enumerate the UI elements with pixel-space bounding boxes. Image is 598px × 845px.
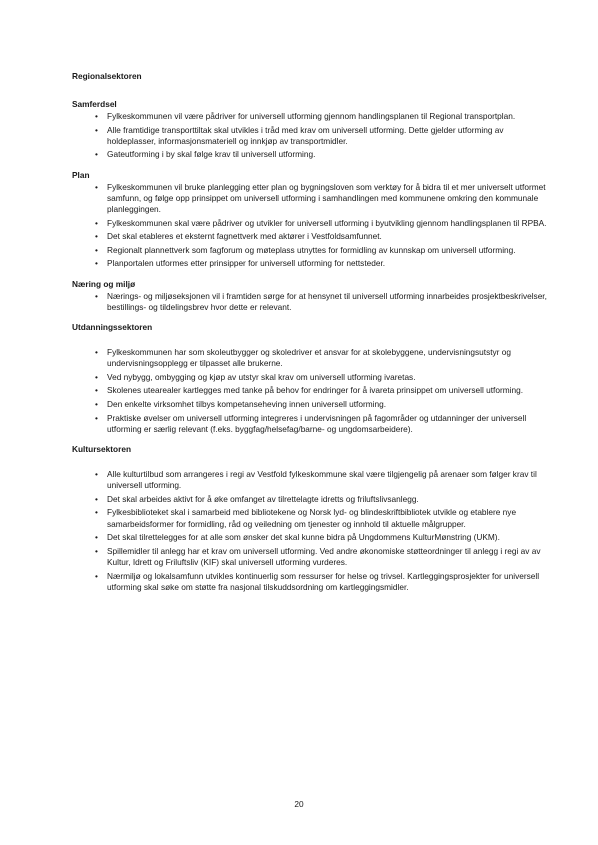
subheading-naering-og-miljo: Næring og miljø	[72, 278, 136, 289]
list-item: • Den enkelte virksomhet tilbys kompetanseheving innen universell utforming.	[72, 399, 552, 410]
list-item: • Gateutforming i by skal følge krav til universell utforming.	[72, 149, 552, 160]
list-item: • Fylkesbiblioteket skal i samarbeid med bibliotekene og Norsk lyd- og blindeskriftbibliotek utvikle og etablere nye samarbeidsformer for formidling, råd og veiledning om tjenester og innhold til aktuelle målgrupper.	[72, 507, 552, 529]
list-item: • Fylkeskommunen vil bruke planlegging etter plan og bygningsloven som verktøy for å bidra til et mer universelt utformet samfunn, og følge opp prinsippet om universell utforming i samhandlingen med kommunene omkring den kommunale planleggingen.	[72, 182, 552, 216]
list-item: • Det skal tilrettelegges for at alle som ønsker det skal kunne bidra på Ungdommens KulturMønstring (UKM).	[72, 532, 552, 543]
list-item: • Nærings- og miljøseksjonen vil i framtiden sørge for at hensynet til universell utforming innarbeides prosjektbeskrivelser, bestillings- og tildelingsbrev hvor dette er relevant.	[72, 291, 552, 313]
list-item: • Fylkeskommunen skal være pådriver og utvikler for universell utforming i byutvikling gjennom handlingsplanen til RPBA.	[72, 218, 552, 229]
utdanning-list	[72, 347, 552, 435]
section-heading-regionalsektoren: Regionalsektoren	[72, 71, 142, 81]
list-item: • Praktiske øvelser om universell utforming integreres i undervisningen på fagområder og utdanninger der universell utforming er særlig relevant (f.eks. byggfag/helsefag/barne- og ungdomsarbeidere).	[72, 413, 552, 435]
naering-list	[72, 291, 552, 313]
list-item: • Spillemidler til anlegg har et krav om universell utforming. Ved andre økonomiske støtteordninger til anlegg i regi av av Kultur, Idrett og Friluftsliv (KIF) skal universell utforming vurderes.	[72, 546, 552, 568]
list-item: • Alle kulturtilbud som arrangeres i regi av Vestfold fylkeskommune skal være tilgjengelig på arenaer som følger krav til universell utforming.	[72, 469, 552, 491]
kultur-list	[72, 469, 552, 593]
list-item: • Regionalt plannettverk som fagforum og møteplass utnyttes for formidling av kunnskap om universell utforming.	[72, 245, 552, 256]
list-item: • Ved nybygg, ombygging og kjøp av utstyr skal krav om universell utforming ivaretas.	[72, 372, 552, 383]
list-item: • Det skal arbeides aktivt for å øke omfanget av tilrettelagte idretts og friluftslivsanlegg.	[72, 494, 552, 505]
section-heading-utdanningssektoren: Utdanningssektoren	[72, 321, 153, 332]
subheading-plan: Plan	[72, 169, 90, 180]
list-item: • Det skal etableres et eksternt fagnettverk med aktører i Vestfoldsamfunnet.	[72, 231, 552, 242]
list-item: • Fylkeskommunen vil være pådriver for universell utforming gjennom handlingsplanen til Regional transportplan.	[72, 111, 552, 122]
list-item: • Nærmiljø og lokalsamfunn utvikles kontinuerlig som ressurser for helse og trivsel. Kartleggingsprosjekter for universell utforming skal søke om støtte fra nasjonal tilskuddsordning om kartleggingsmidler.	[72, 571, 552, 593]
samferdsel-list	[72, 111, 552, 161]
plan-list	[72, 182, 552, 270]
list-item: • Alle framtidige transporttiltak skal utvikles i tråd med krav om universell utforming. Dette gjelder utforming av holdeplasser, informasjonsmateriell og innkjøp av transportmidler.	[72, 125, 552, 147]
page-number: 20	[294, 799, 304, 809]
page-content	[72, 71, 552, 595]
subheading-samferdsel: Samferdsel	[72, 99, 117, 109]
list-item: • Skolenes utearealer kartlegges med tanke på behov for endringer for å ivareta prinsippet om universell utforming.	[72, 385, 552, 396]
list-item: • Fylkeskommunen har som skoleutbygger og skoledriver et ansvar for at skolebyggene, undervisningsutstyr og undervisningsopplegg er tilpasset alle brukerne.	[72, 347, 552, 369]
section-heading-kultursektoren: Kultursektoren	[72, 443, 132, 454]
list-item: • Planportalen utformes etter prinsipper for universell utforming for nettsteder.	[72, 258, 552, 269]
